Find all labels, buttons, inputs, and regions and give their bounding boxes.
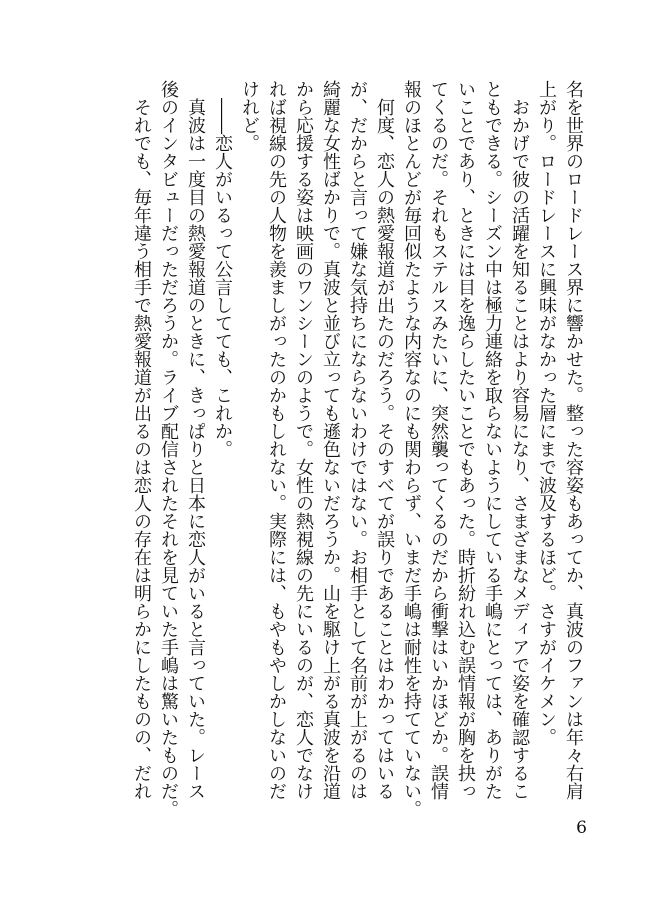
- text-line: 名を世界のロードレース界に響かせた。整った容姿もあってか、真波のファンは年々右肩: [563, 80, 584, 800]
- text-line: ともできる。シーズン中は極力連絡を取らないようにしている手嶋にとっては、ありがた: [482, 80, 503, 800]
- text-line: ――恋人がいるって公言してても、これか。: [212, 80, 233, 458]
- text-line: 真波は一度目の熱愛報道のときに、きっぱりと日本に恋人がいると言っていた。レース: [185, 80, 206, 800]
- text-line: 後のインタビューだっただろうか。ライブ配信されたそれを見ていた手嶋は驚いたものだ。: [158, 80, 179, 818]
- page-number: 6: [576, 818, 587, 838]
- text-line: 報のほとんどが毎回似たような内容なのにも関わらず、いまだ手嶋は耐性を持てていない。: [401, 80, 422, 818]
- text-line: けれど。: [239, 80, 260, 152]
- text-line: それでも、毎年違う相手で熱愛報道が出るのは恋人の存在は明らかにしたものの、だれ: [131, 80, 152, 800]
- text-line: いことであり、ときには目を逸らしたいことでもあった。時折紛れ込む誤情報が胸を抉っ: [455, 80, 476, 800]
- text-line: が、だからと言って嫌な気持ちにならないわけではない。お相手として名前が上がるのは: [347, 80, 368, 800]
- text-line: 何度、恋人の熱愛報道が出たのだろう。そのすべてが誤りであることはわかってはいる: [374, 80, 395, 800]
- vertical-text-body: [42, 80, 587, 825]
- text-line: 上がり。ロードレースに興味がなかった層にまで波及するほど。さすがイケメン。: [536, 80, 557, 746]
- text-line: てくるのだ。それもステルスみたいに、突然襲ってくるのだから衝撃はいかほどか。誤情: [428, 80, 449, 800]
- text-line: 綺麗な女性ばかりで。真波と並び立っても遜色ないだろうか。山を駆け上がる真波を沿道: [320, 80, 341, 800]
- text-line: おかげで彼の活躍を知ることはより容易になり、さまざまなメディアで姿を確認するこ: [509, 80, 530, 800]
- text-line: れば視線の先の人物を羨ましがったのかもしれない。実際には、もやもやしかしないのだ: [266, 80, 287, 800]
- text-line: から応援する姿は映画のワンシーンのようで。女性の熱視線の先にいるのが、恋人でなけ: [293, 80, 314, 800]
